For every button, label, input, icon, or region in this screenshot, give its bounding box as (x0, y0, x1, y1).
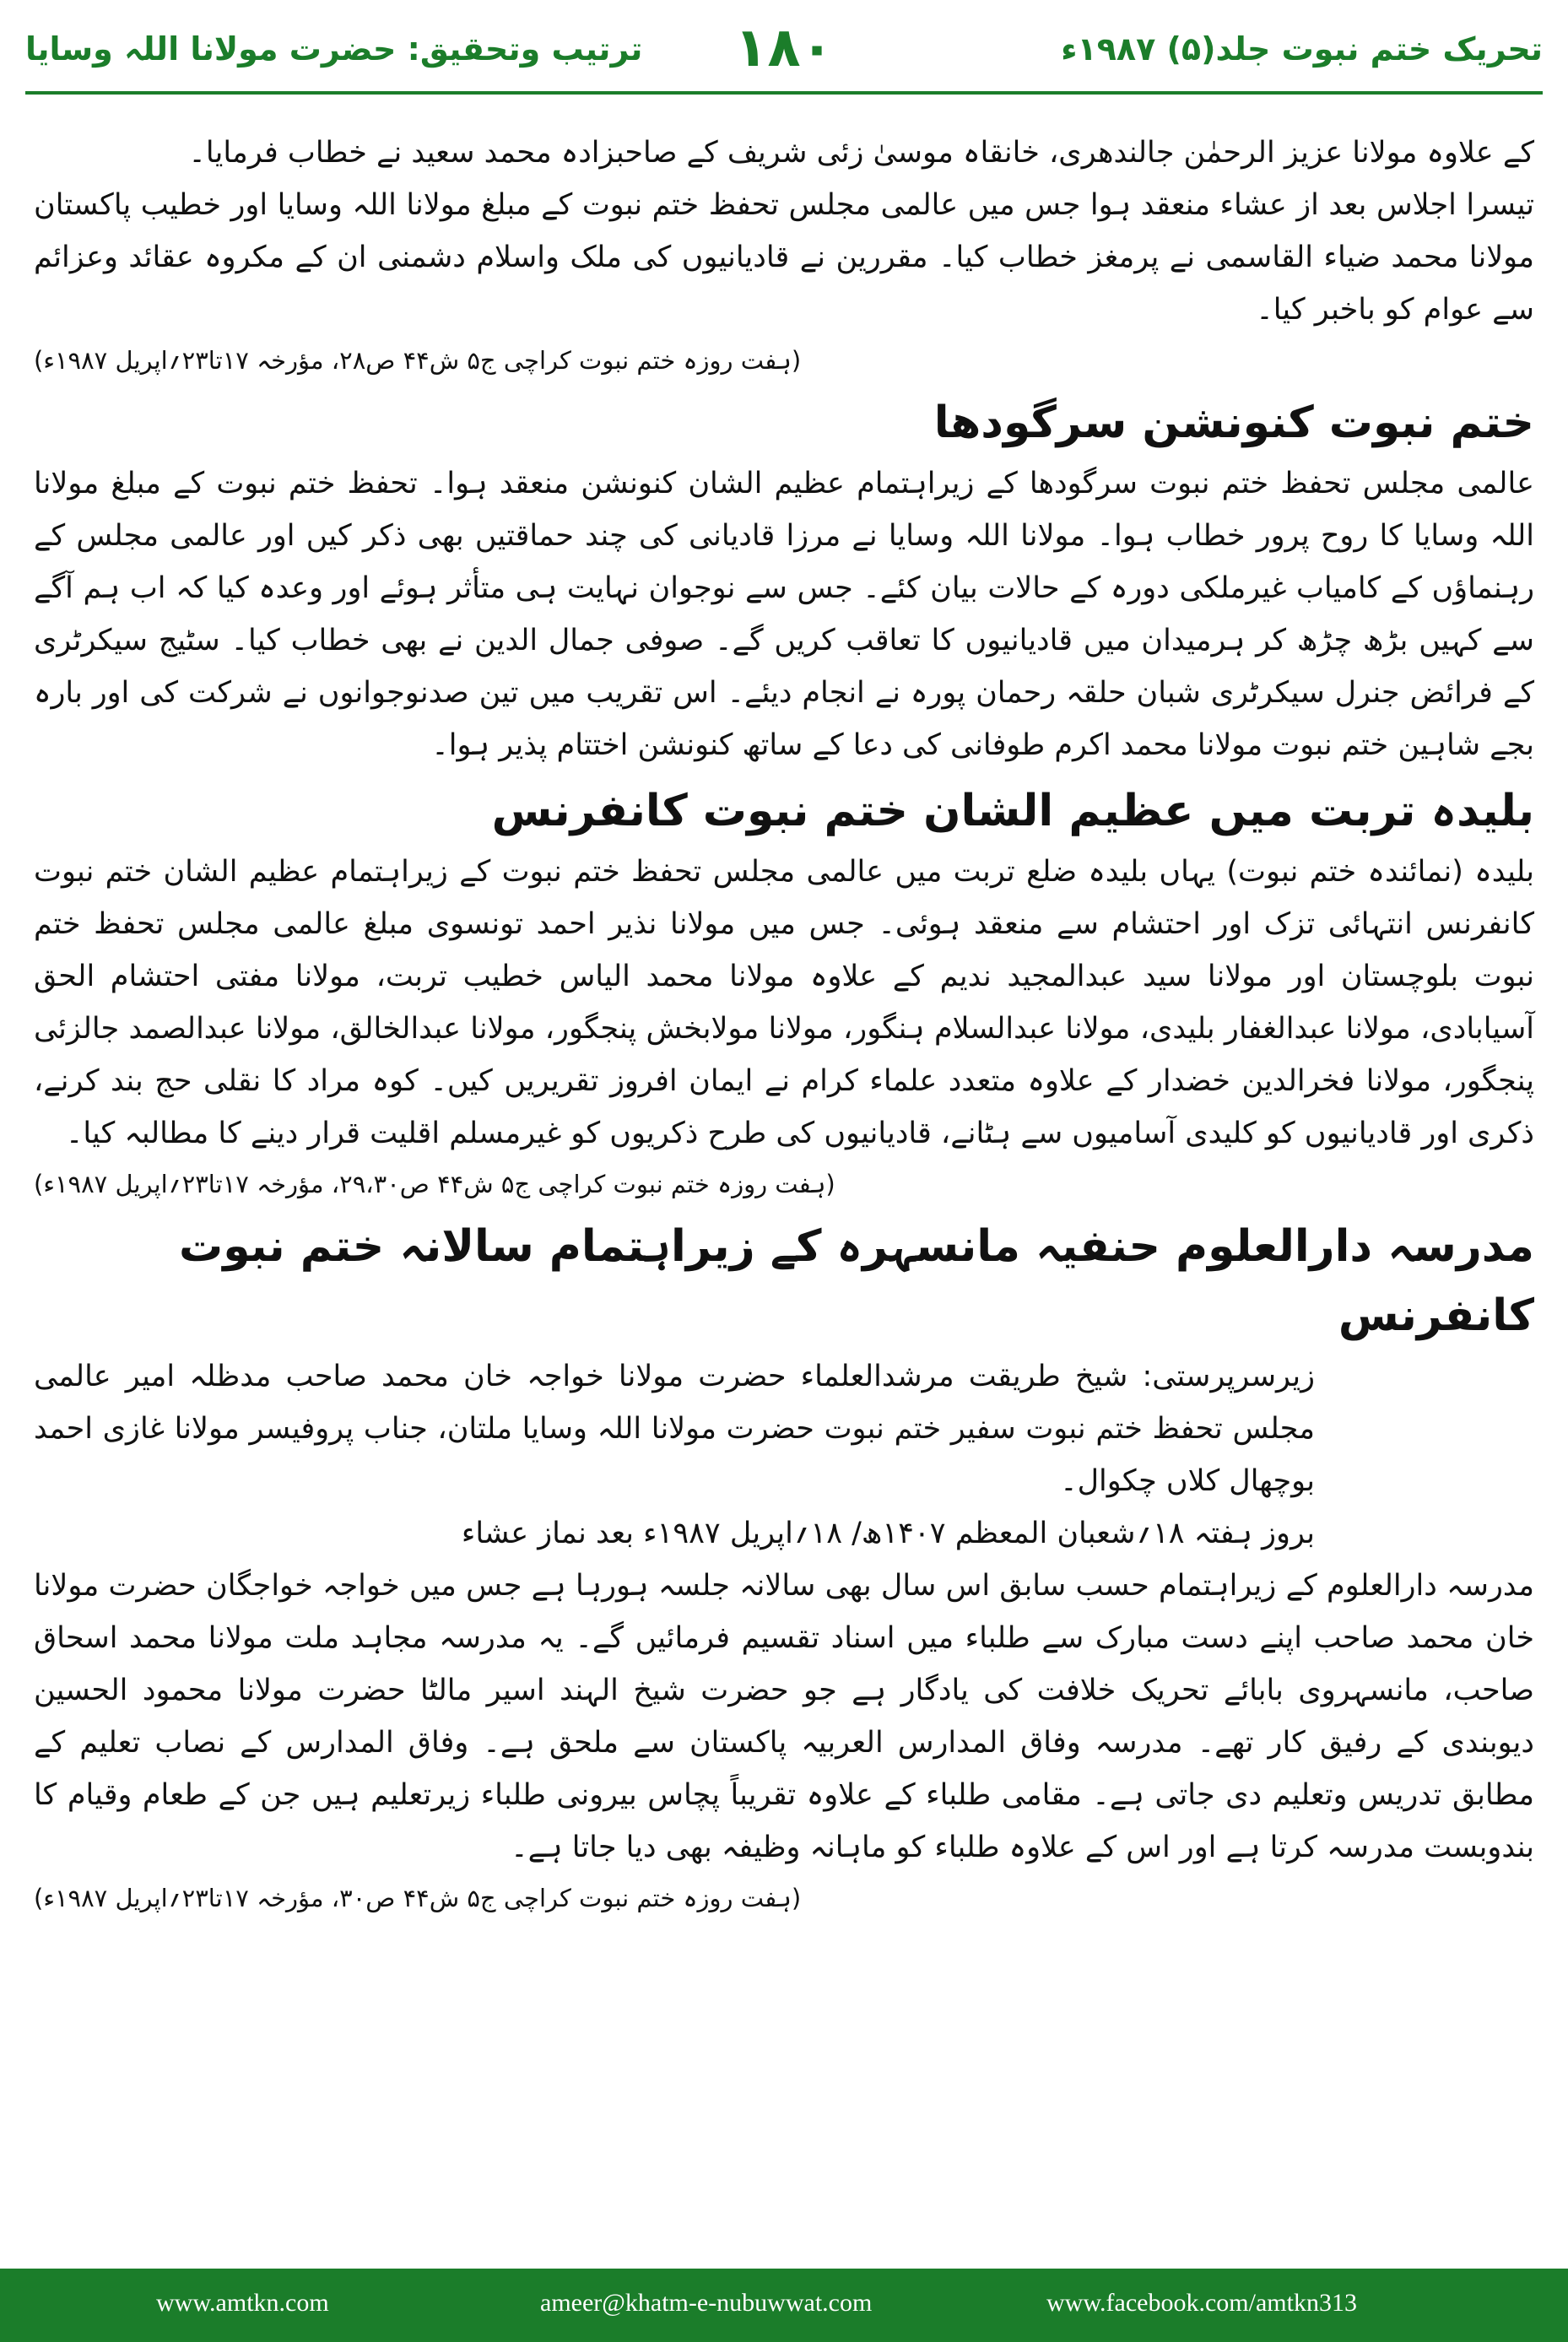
paragraph: مدرسہ دارالعلوم کے زیراہتمام حسب سابق اس سال بھی سالانہ جلسہ ہورہا ہے جس میں خواجہ خواجگان حضرت مولانا خان محمد صاحب اپنے دست مبارک سے طلباء میں اسناد تقسیم فرمائیں گے۔ یہ مدرسہ مجاہد ملت مولانا محمد اسحاق صاحب، مانسہروی بابائے تحریک خلافت کی یادگار ہے جو حضرت شیخ الہند اسیر مالٹا حضرت مولانا محمود الحسین دیوبندی کے رفیق کار تھے۔ مدرسہ وفاق المدارس العربیہ پاکستان سے ملحق ہے۔ وفاق المدارس کے نصاب تعلیم کے مطابق تدریس وتعلیم دی جاتی ہے۔ مقامی طلباء کے علاوہ تقریباً پچاس بیرونی طلباء زیرتعلیم ہیں جن کے طعام وقیام کا بندوبست مدرسہ کرتا ہے اور اس کے علاوہ طلباء کو ماہانہ وظیفہ بھی دیا جاتا ہے۔ (34, 1569, 1534, 1864)
facebook-link[interactable]: www.facebook.com/amtkn313 (1046, 2289, 1357, 2317)
page-footer (0, 2269, 1568, 2342)
header-divider (25, 91, 1543, 95)
paragraph: تیسرا اجلاس بعد از عشاء منعقد ہوا جس میں عالمی مجلس تحفظ ختم نبوت کے مبلغ مولانا اللہ وسایا اور خطیب پاکستان مولانا محمد ضیاء القاسمی نے پرمغز خطاب کیا۔ مقررین نے قادیانیوں کی ملک واسلام دشمنی ان کے مکروہ عقائد وعزائم سے عوام کو باخبر کیا۔ (34, 188, 1534, 327)
source-reference: (ہفت روزہ ختم نبوت کراچی ج۵ ش۴۴ ص۲۹،۳۰، مؤرخہ ۱۷تا۲۳؍اپریل ۱۹۸۷ء) (34, 1170, 835, 1198)
paragraph: کے علاوہ مولانا عزیز الرحمٰن جالندھری، خانقاہ موسیٰ زئی شریف کے صاحبزادہ محمد سعید نے خطاب فرمایا۔ (188, 136, 1534, 170)
website-link[interactable]: www.amtkn.com (156, 2289, 329, 2317)
source-reference: (ہفت روزہ ختم نبوت کراچی ج۵ ش۴۴ ص۲۸، مؤرخہ ۱۷تا۲۳؍اپریل ۱۹۸۷ء) (34, 346, 802, 375)
patronage-paragraph: زیرسرپرستی: شیخ طریقت مرشدالعلماء حضرت مولانا خواجہ خان محمد صاحب مدظلہ امیر عالمی مجلس تحفظ ختم نبوت سفیر ختم نبوت حضرت مولانا اللہ وسایا ملتان، جناب پروفیسر مولانا غازی احمد بوچھال کلاں چکوال۔ (34, 1360, 1315, 1498)
book-title: تحریک ختم نبوت جلد(۵) ۱۹۸۷ء (1061, 30, 1543, 68)
page-header (0, 0, 1568, 101)
compiler-credit: ترتیب وتحقیق: حضرت مولانا اللہ وسایا (25, 30, 643, 68)
email-link[interactable]: ameer@khatm-e-nubuwwat.com (540, 2289, 873, 2317)
event-date: بروز ہفتہ ۱۸؍شعبان المعظم ۱۴۰۷ھ/ ۱۸؍اپریل ۱۹۸۷ء بعد نماز عشاء (461, 1517, 1315, 1550)
section-heading: ختم نبوت کنونشن سرگودھا (933, 398, 1534, 448)
section-heading: بلیدہ تربت میں عظیم الشان ختم نبوت کانفرنس (491, 786, 1534, 836)
paragraph: عالمی مجلس تحفظ ختم نبوت سرگودھا کے زیراہتمام عظیم الشان کنونشن منعقد ہوا۔ تحفظ ختم نبوت کے مبلغ مولانا اللہ وسایا کا روح پرور خطاب ہوا۔ مولانا اللہ وسایا نے مرزا قادیانی کی چند حماقتیں بھی ذکر کیں اور عالمی مجلس کے رہنماؤں کے کامیاب غیرملکی دورہ کے حالات بیان کئے۔ جس سے نوجوان نہایت ہی متأثر ہوئے اور وعدہ کیا کہ اب ہم آگے سے کہیں بڑھ چڑھ کر ہرمیدان میں قادیانیوں کا تعاقب کریں گے۔ صوفی جمال الدین نے بھی خطاب کیا۔ سٹیج سیکرٹری کے فرائض جنرل سیکرٹری شبان حلقہ رحمان پورہ نے انجام دیئے۔ اس تقریب میں تین صدنوجوانوں نے شرکت کی اور بارہ بجے شاہین ختم نبوت مولانا محمد اکرم طوفانی کی دعا کے ساتھ کنونشن اختتام پذیر ہوا۔ (34, 467, 1534, 762)
paragraph: بلیدہ (نمائندہ ختم نبوت) یہاں بلیدہ ضلع تربت میں عالمی مجلس تحفظ ختم نبوت کے زیراہتمام عظیم الشان ختم نبوت کانفرنس انتہائی تزک اور احتشام سے منعقد ہوئی۔ جس میں مولانا نذیر احمد تونسوی مبلغ عالمی مجلس تحفظ ختم نبوت بلوچستان اور مولانا سید عبدالمجید ندیم کے علاوہ مولانا محمد الیاس خطیب تربت، مولانا مفتی احتشام الحق آسیابادی، مولانا عبدالغفار بلیدی، مولانا عبدالسلام ہنگور، مولانا مولابخش پنجگور، مولانا عبدالخالق، مولانا عبدالصمد جالزئی پنجگور، مولانا فخرالدین خضدار کے علاوہ متعدد علماء کرام نے ایمان افروز تقریریں کیں۔ کوہ مراد کا نقلی حج بند کرنے، ذکری اور قادیانیوں کو کلیدی آسامیوں سے ہٹانے، قادیانیوں کی طرح ذکریوں کو غیرمسلم اقلیت قرار دینے کا مطالبہ کیا۔ (34, 855, 1534, 1150)
page-number: ۱۸۰ (734, 17, 834, 79)
section-heading: مدرسہ دارالعلوم حنفیہ مانسہرہ کے زیراہتمام سالانہ ختم نبوت کانفرنس (179, 1221, 1534, 1341)
page-body (34, 127, 1534, 1924)
source-reference: (ہفت روزہ ختم نبوت کراچی ج۵ ش۴۴ ص۳۰، مؤرخہ ۱۷تا۲۳؍اپریل ۱۹۸۷ء) (34, 1884, 802, 1912)
